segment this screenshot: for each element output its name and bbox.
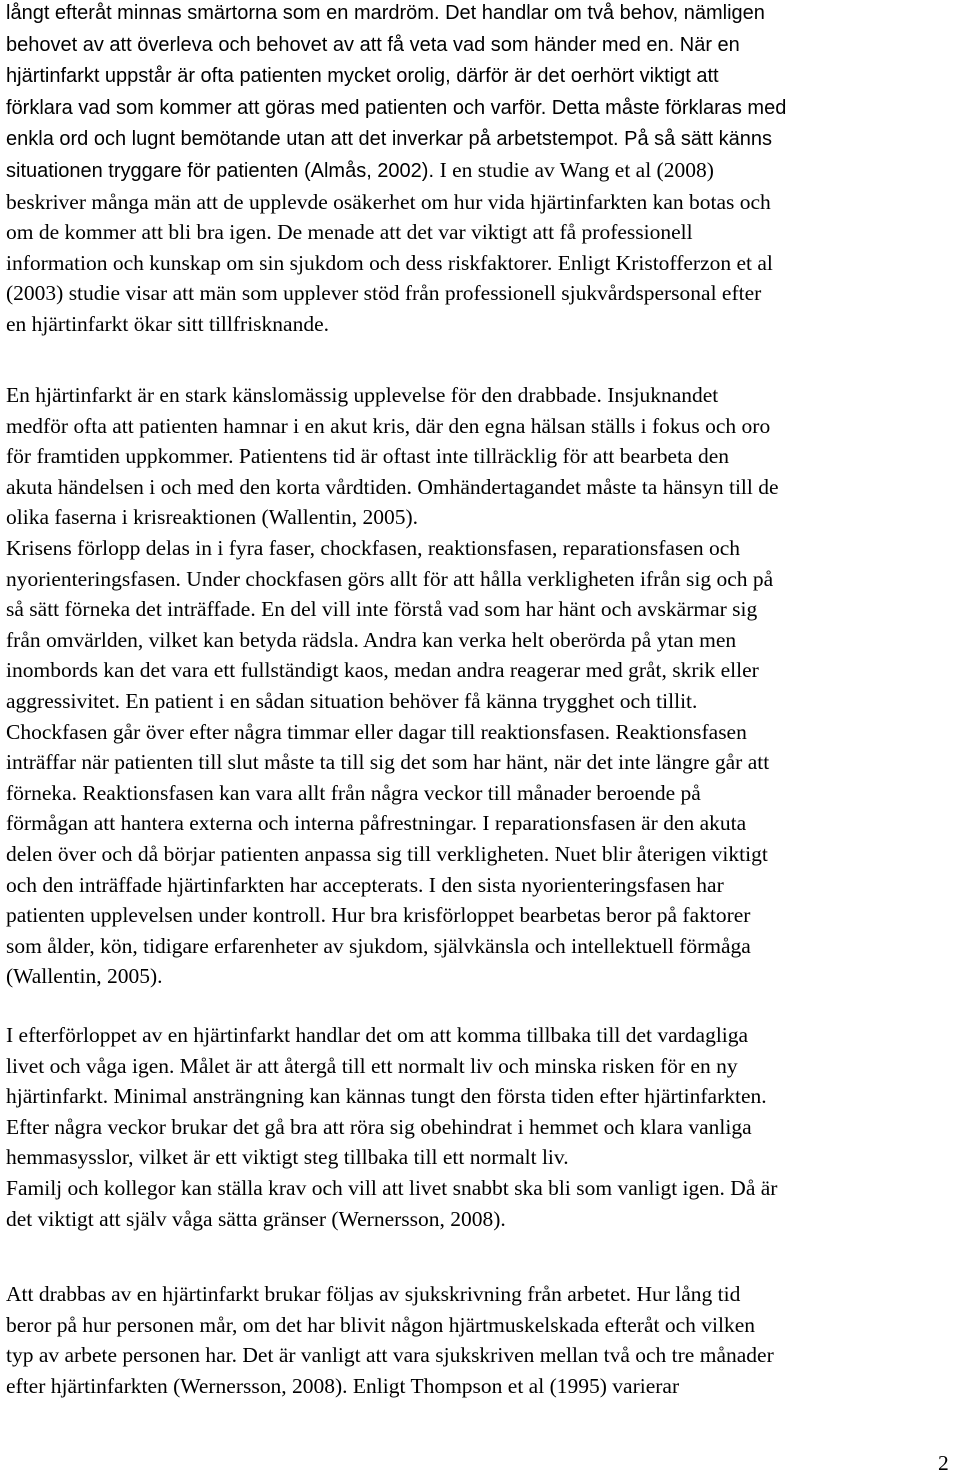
text-line xyxy=(6,533,954,564)
text-segment: akuta händelsen i och med den korta vårdtiden. Omhändertagandet måste ta hänsyn till de xyxy=(6,474,779,499)
text-segment: situationen tryggare för patienten (Almås, 2002). xyxy=(6,159,440,182)
text-segment: (2003) studie visar att män som upplever stöd från professionell sjukvårdspersonal efter xyxy=(6,281,762,306)
text-segment: medför ofta att patienten hamnar i en akut kris, där den egna hälsan ställs i fokus och oro xyxy=(6,413,771,438)
text-line xyxy=(6,29,954,61)
text-line xyxy=(6,564,954,595)
text-line xyxy=(6,1204,954,1235)
text-line xyxy=(6,931,954,962)
text-segment: förneka. Reaktionsfasen kan vara allt från några veckor till månader beroende på xyxy=(6,780,701,805)
text-segment: (Wallentin, 2005). xyxy=(6,964,163,989)
paragraph-2 xyxy=(6,380,954,992)
text-line xyxy=(6,1371,954,1402)
text-segment: Efter några veckor brukar det gå bra att röra sig obehindrat i hemmet och klara vanliga xyxy=(6,1114,752,1139)
text-segment: I efterförloppet av en hjärtinfarkt handlar det om att komma tillbaka till det vardagliga xyxy=(6,1023,749,1047)
text-segment: olika faserna i krisreaktionen (Wallentin, 2005). xyxy=(6,505,419,530)
text-segment: hjärtinfarkt uppstår är ofta patienten mycket orolig, därför är det oerhört viktigt att xyxy=(6,65,719,88)
text-segment: från omvärlden, vilket kan betyda rädsla. Andra kan verka helt oberörda på ytan men xyxy=(6,627,737,652)
text-line xyxy=(6,1051,954,1082)
text-segment: om de kommer att bli bra igen. De menade att det var viktigt att få professionell xyxy=(6,220,693,245)
text-segment: beror på hur personen mår, om det har blivit någon hjärtmuskelskada efteråt och vilken xyxy=(6,1312,756,1337)
text-segment: En hjärtinfarkt är en stark känslomässig upplevelse för den drabbade. Insjuknandet xyxy=(6,383,719,407)
text-line xyxy=(6,411,954,442)
text-line xyxy=(6,60,954,92)
page-number: 2 xyxy=(938,1451,949,1475)
text-line xyxy=(6,1279,954,1310)
text-segment: och den inträffade hjärtinfarkten har accepterats. I den sista nyorienteringsfasen har xyxy=(6,872,724,897)
text-segment: typ av arbete personen har. Det är vanligt att vara sjukskriven mellan två och tre månader xyxy=(6,1343,774,1368)
text-line xyxy=(6,1173,954,1204)
text-line xyxy=(6,441,954,472)
text-line xyxy=(6,187,954,218)
text-segment: Chockfasen går över efter några timmar eller dagar till reaktionsfasen. Reaktionsfasen xyxy=(6,719,747,744)
text-segment: en hjärtinfarkt ökar sitt tillfrisknande. xyxy=(6,311,330,336)
text-line xyxy=(6,900,954,931)
text-line xyxy=(6,248,954,279)
text-segment: livet och våga igen. Målet är att återgå till ett normalt liv och minska risken för en ny xyxy=(6,1053,738,1078)
text-line xyxy=(6,1340,954,1371)
text-line xyxy=(6,309,954,340)
text-line xyxy=(6,1112,954,1143)
text-line xyxy=(6,594,954,625)
text-line xyxy=(6,625,954,656)
text-line xyxy=(6,155,954,187)
text-segment: information och kunskap om sin sjukdom och dess riskfaktorer. Enligt Kristofferzon et al xyxy=(6,250,773,275)
text-segment: Familj och kollegor kan ställa krav och vill att livet snabbt ska bli som vanligt igen. Då är xyxy=(6,1175,778,1200)
text-line xyxy=(6,655,954,686)
text-line xyxy=(6,870,954,901)
text-line xyxy=(6,92,954,124)
text-line xyxy=(6,217,954,248)
text-segment: enkla ord och lugnt bemötande utan att det inverkar på arbetstempot. På så sätt känns xyxy=(6,128,773,151)
text-segment: det viktigt att själv våga sätta gränser (Wernersson, 2008). xyxy=(6,1206,506,1231)
text-segment: förmågan att hantera externa och interna påfrestningar. I reparationsfasen är den akuta xyxy=(6,811,747,836)
text-line xyxy=(6,380,954,411)
text-segment: inträffar när patienten till slut måste ta till sig det som har hänt, när det inte längre går att xyxy=(6,750,770,775)
text-segment: för framtiden uppkommer. Patientens tid är oftast inte tillräcklig för att bearbeta den xyxy=(6,444,730,469)
text-segment: hemmasysslor, vilket är ett viktigt steg tillbaka till ett normalt liv. xyxy=(6,1145,569,1170)
text-line xyxy=(6,1020,954,1051)
text-segment: Att drabbas av en hjärtinfarkt brukar följas av sjukskrivning från arbetet. Hur lång tid xyxy=(6,1282,741,1306)
text-line xyxy=(6,747,954,778)
text-line xyxy=(6,1310,954,1341)
text-segment: behovet av att överleva och behovet av att få veta vad som händer med en. När en xyxy=(6,33,740,56)
text-segment: inombords kan det vara ett fullständigt kaos, medan andra reagerar med gråt, skrik eller xyxy=(6,658,759,683)
text-line xyxy=(6,778,954,809)
text-segment: beskriver många män att de upplevde osäkerhet om hur vida hjärtinfarkten kan botas och xyxy=(6,189,771,214)
text-segment: patienten upplevelsen under kontroll. Hur bra krisförloppet bearbetas beror på faktorer xyxy=(6,903,751,928)
text-segment: som ålder, kön, tidigare erfarenheter av sjukdom, självkänsla och intellektuell förmåga xyxy=(6,933,751,958)
text-segment: nyorienteringsfasen. Under chockfasen görs allt för att hålla verkligheten ifrån sig och på xyxy=(6,566,774,591)
paragraph-4 xyxy=(6,1279,954,1401)
text-segment: delen över och då börjar patienten anpassa sig till verkligheten. Nuet blir återigen viktigt xyxy=(6,841,768,866)
text-line xyxy=(6,686,954,717)
text-segment: aggressivitet. En patient i en sådan situation behöver få känna trygghet och tillit. xyxy=(6,688,698,713)
text-line xyxy=(6,278,954,309)
text-line xyxy=(6,472,954,503)
text-segment: så sätt förneka det inträffade. En del vill inte förstå vad som har hänt och avskärmar sig xyxy=(6,597,758,622)
text-line xyxy=(6,808,954,839)
text-segment: förklara vad som kommer att göras med patienten och varför. Detta måste förklaras med xyxy=(6,96,787,119)
text-segment: hjärtinfarkt. Minimal ansträngning kan kännas tungt den första tiden efter hjärtinfarkten. xyxy=(6,1084,767,1109)
text-segment: efter hjärtinfarkten (Wernersson, 2008). Enligt Thompson et al (1995) varierar xyxy=(6,1373,680,1398)
text-segment: I en studie av Wang et al (2008) xyxy=(439,157,714,182)
text-line xyxy=(6,502,954,533)
text-line xyxy=(6,123,954,155)
text-line xyxy=(6,1142,954,1173)
text-segment: långt efteråt minnas smärtorna som en mardröm. Det handlar om två behov, nämligen xyxy=(6,2,765,24)
text-line xyxy=(6,1081,954,1112)
text-line xyxy=(6,839,954,870)
paragraph-3 xyxy=(6,1020,954,1234)
text-line xyxy=(6,0,954,29)
paragraph-1 xyxy=(6,0,954,340)
text-line xyxy=(6,717,954,748)
text-line xyxy=(6,961,954,992)
text-segment: Krisens förlopp delas in i fyra faser, chockfasen, reaktionsfasen, reparationsfasen och xyxy=(6,535,741,560)
